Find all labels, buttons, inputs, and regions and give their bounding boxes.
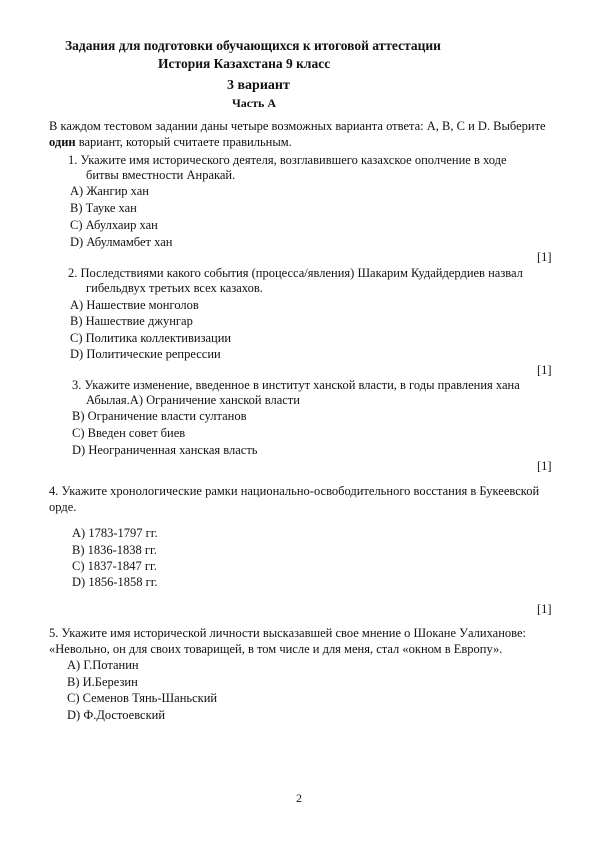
question-4-line-1: 4. Укажите хронологические рамки национально-освободительного восстания в Букеевской bbox=[49, 484, 540, 498]
question-5-line-1: 5. Укажите имя исторической личности высказавшей свое мнение о Шокане Уалиханове: bbox=[49, 626, 527, 640]
question-3-option-d: D) Неограниченная ханская власть bbox=[72, 443, 258, 457]
question-4-mark: [1] bbox=[537, 602, 552, 616]
question-5-option-d: D) Ф.Достоевский bbox=[67, 708, 166, 722]
question-1-option-a: A) Жангир хан bbox=[70, 184, 149, 198]
question-2-option-c: C) Политика коллективизации bbox=[70, 331, 232, 345]
question-1-line-1: 1. Укажите имя исторического деятеля, возглавившего казахское ополчение в ходе bbox=[68, 153, 507, 167]
question-5-option-b: B) И.Березин bbox=[67, 675, 138, 689]
question-3-line-2: Абылая.A) Ограничение ханской власти bbox=[86, 393, 300, 407]
question-5-line-2: «Невольно, он для своих товарищей, в том числе и для меня, стал «окном в Европу». bbox=[49, 642, 503, 656]
question-2-option-b: B) Нашествие джунгар bbox=[70, 314, 193, 328]
question-4-option-a: A) 1783-1797 гг. bbox=[72, 526, 158, 540]
page-number: 2 bbox=[296, 791, 302, 805]
question-1-mark: [1] bbox=[537, 250, 552, 264]
variant-title: 3 вариант bbox=[227, 78, 290, 93]
question-5-option-c: C) Семенов Тянь-Шаньский bbox=[67, 691, 218, 705]
question-3-line-1: 3. Укажите изменение, введенное в институт ханской власти, в годы правления хана bbox=[72, 378, 520, 392]
question-1-option-c: C) Абулхаир хан bbox=[70, 218, 158, 232]
question-3-option-b: B) Ограничение власти султанов bbox=[72, 409, 247, 423]
question-2-line-2: гибельдвух третьих всех казахов. bbox=[86, 281, 263, 295]
instruction-rest: вариант, который считаете правильным. bbox=[75, 135, 292, 149]
question-2-option-a: A) Нашествие монголов bbox=[70, 298, 199, 312]
question-1-option-d: D) Абулмамбет хан bbox=[70, 235, 173, 249]
question-2-line-1: 2. Последствиями какого события (процесса/явления) Шакарим Кудайдердиев назвал bbox=[68, 266, 523, 280]
question-4-option-c: C) 1837-1847 гг. bbox=[72, 559, 157, 573]
question-1-option-b: B) Тауке хан bbox=[70, 201, 137, 215]
instruction-line-2 bbox=[49, 135, 292, 150]
question-2-mark: [1] bbox=[537, 363, 552, 377]
question-1-line-2: битвы вместности Анракай. bbox=[86, 168, 236, 182]
question-5-option-a: A) Г.Потанин bbox=[67, 658, 139, 672]
header-line-1: Задания для подготовки обучающихся к итоговой аттестации bbox=[65, 38, 441, 53]
question-3-option-c: C) Введен совет биев bbox=[72, 426, 186, 440]
part-title: Часть А bbox=[232, 96, 277, 110]
instruction-bold-word: один bbox=[49, 135, 76, 149]
question-4-line-2: орде. bbox=[49, 500, 77, 514]
question-2-option-d: D) Политические репрессии bbox=[70, 347, 221, 361]
question-3-mark: [1] bbox=[537, 459, 552, 473]
instruction-line-1: В каждом тестовом задании даны четыре возможных варианта ответа: A, B, C и D. Выберите bbox=[49, 119, 546, 133]
question-4-option-b: B) 1836-1838 гг. bbox=[72, 543, 157, 557]
question-4-option-d: D) 1856-1858 гг. bbox=[72, 575, 158, 589]
header-line-2: История Казахстана 9 класс bbox=[158, 56, 331, 71]
